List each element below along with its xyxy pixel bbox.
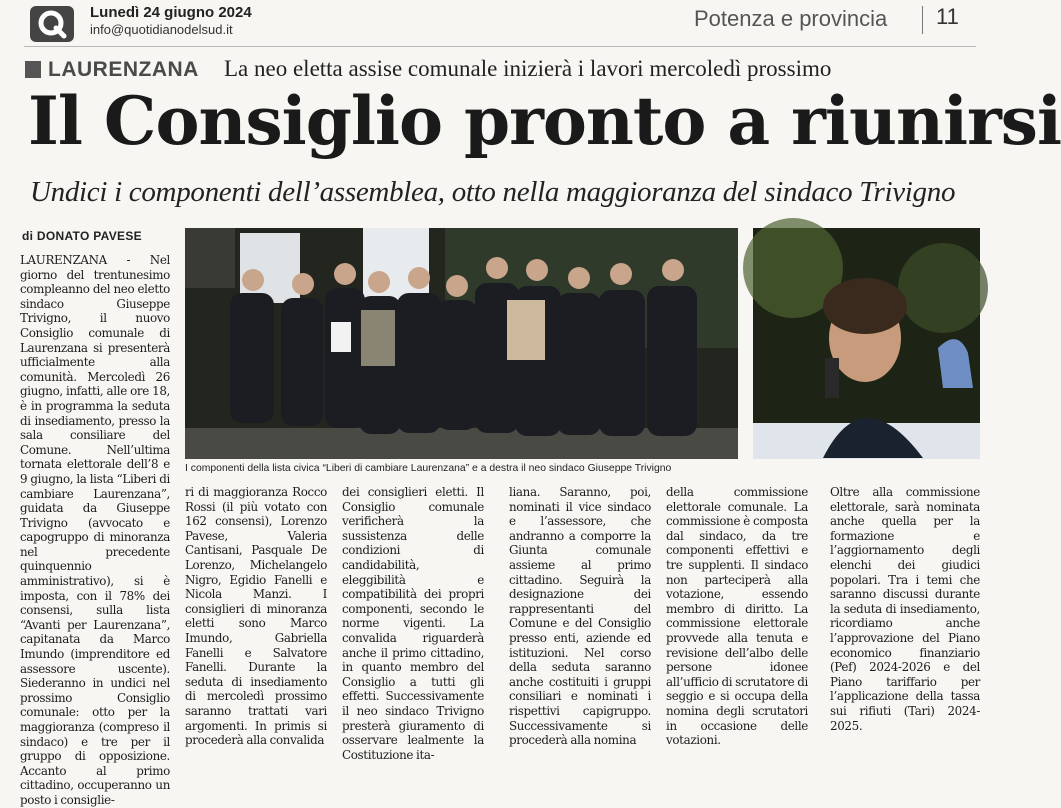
issue-date: Lunedì 24 giugno 2024 [90, 4, 252, 21]
contact-email[interactable]: info@quotidianodelsud.it [90, 22, 233, 37]
group-photo-illustration [185, 228, 738, 459]
section-title: Potenza e provincia [694, 6, 888, 31]
group-photo [185, 228, 738, 459]
article-column-2: ri di maggioranza Rocco Rossi (il più votato con 162 consensi), Lorenzo Pavese, Valeria Cantisani, Pasquale De Lorenzo, Michelangelo Nigro, Egidio Fanelli e Nicola Manzi. I consiglieri di minoranza eletti sono Marco Imundo, Gabriella Fanelli e Salvatore Fanelli. Durante la seduta di insediamento di mercoledì prossimo saranno trattati vari argomenti. In primis si procederà alla convalida [185, 485, 327, 748]
page-number: 11 [936, 4, 959, 29]
header-separator [922, 6, 923, 34]
article-column-4: liana. Saranno, poi, nominati il vice sindaco e l’assessore, che andranno a comporre la Giunta comunale assieme al primo cittadino. Seguirà la designazione dei rappresentanti del Comune e del Consiglio presso enti, aziende ed istituzioni. Nel corso della seduta saranno anche costituiti i gruppi consiliari e nominati i rispettivi capigruppo. Successivamente si procederà alla nomina [509, 485, 651, 748]
byline: di DONATO PAVESE [22, 229, 142, 243]
article-column-6: Oltre alla commissione elettorale, sarà nominata anche quella per la formazione e l’aggiornamento degli elenchi dei giudici popolari. Tra i temi che saranno discussi durante la seduta di insediamento, ricordiamo anche l’approvazione del Piano economico finanziario (Pef) 2024-2026 e del Piano tariffario per l’applicazione della tassa sui rifiuti (Tari) 2024-2025. [830, 485, 980, 733]
mayor-photo-illustration [753, 228, 980, 459]
kicker-text: La neo eletta assise comunale inizierà i lavori mercoledì prossimo [224, 56, 832, 81]
headline: Il Consiglio pronto a riunirsi [28, 82, 1061, 160]
newspaper-logo-icon[interactable] [30, 6, 74, 42]
photo-caption: I componenti della lista civica “Liberi di cambiare Laurenzana” e a destra il neo sindaco Giuseppe Trivigno [185, 463, 672, 474]
article-column-1: LAURENZANA - Nel giorno del trentunesimo compleanno del neo eletto sindaco Giuseppe Trivigno, il nuovo Consiglio comunale di Laurenzana si presenterà ufficialmente alla comunità. Mercoledì 26 giugno, infatti, alle ore 18, è in programma la seduta di insediamento, presso la sala consiliare del Comune. Nell’ultima tornata elettorale dell’8 e 9 giugno, la lista “Liberi di cambiare Laurenzana”, guidata da Giuseppe Trivigno (avvocato e capogruppo di minoranza nel precedente quinquennio amministrativo), si è imposta, con il 78% dei consensi, sulla lista “Avanti per Laurenzana”, capitanata da Marco Imundo (imprenditore ed assessore uscente). Siederanno in undici nel prossimo Consiglio comunale: otto per la maggioranza (compreso il sindaco) e tre per il gruppo di opposizione. Accanto al primo cittadino, occuperanno un posto i consiglie- [20, 253, 170, 807]
mayor-photo [753, 228, 980, 459]
kicker-square [25, 61, 41, 78]
subheadline: Undici i componenti dell’assemblea, otto nella maggioranza del sindaco Trivigno [30, 176, 956, 208]
article-column-3: dei consiglieri eletti. Il Consiglio comunale verificherà la sussistenza delle condizioni di candidabilità, eleggibilità e compatibilità dei propri componenti, secondo le norme vigenti. La convalida riguarderà anche il primo cittadino, in quanto membro del Consiglio a tutti gli effetti. Successivamente il neo sindaco Trivigno presterà giuramento di osservare lealmente la Costituzione ita- [342, 485, 484, 762]
kicker-place: LAURENZANA [48, 58, 199, 81]
article-column-5: della commissione elettorale comunale. La commissione è composta dal sindaco, da tre componenti effettivi e tre supplenti. Il sindaco non parteciperà alla votazione, essendo membro di diritto. La commissione elettorale provvede alla tenuta e revisione dell’albo delle persone idonee all’ufficio di scrutatore di seggio e si occupa della nomina degli scrutatori in occasione delle votazioni. [666, 485, 808, 748]
header-rule [24, 46, 976, 47]
